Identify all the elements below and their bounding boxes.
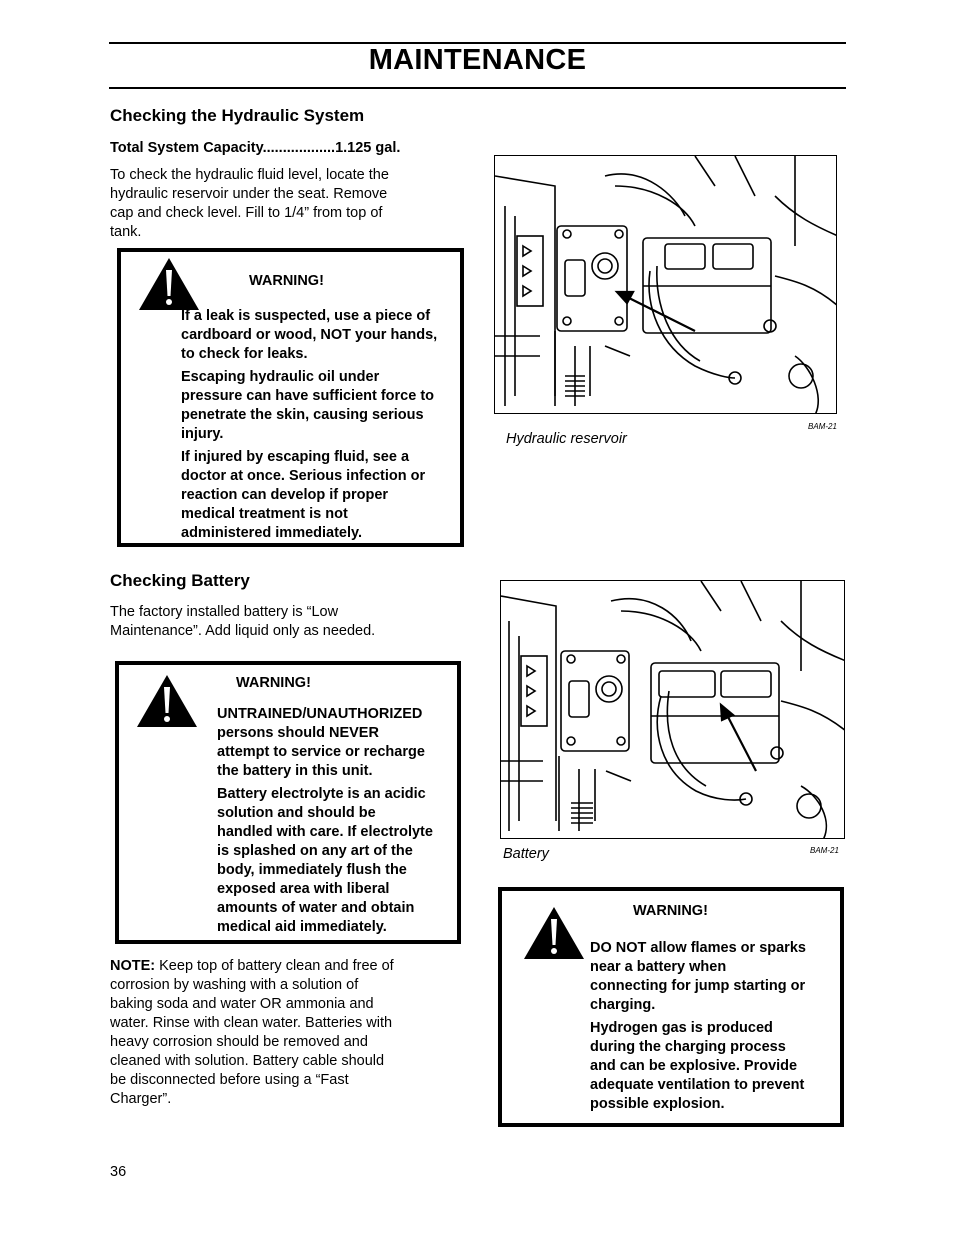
battery-figure-caption: Battery xyxy=(503,846,549,862)
warning-paragraph: If injured by escaping fluid, see a doctor at once. Serious infection or reaction can develop if proper medical treatment is not administered immediately. xyxy=(181,449,426,541)
note-line: water. Rinse with clean water. Batteries with xyxy=(110,1015,393,1031)
hydraulic-figure-code: BAM-21 xyxy=(808,422,837,431)
hydraulic-line: hydraulic reservoir under the seat. Remove xyxy=(110,186,388,202)
hydraulic-reservoir-figure xyxy=(494,155,837,414)
battery-intro xyxy=(110,603,450,641)
warning-triangle-icon xyxy=(139,258,199,310)
warning-title: WARNING! xyxy=(236,675,311,691)
note-line: cleaned with solution. Battery cable should xyxy=(110,1053,385,1069)
hydraulic-warning-box xyxy=(117,248,464,547)
page-number: 36 xyxy=(110,1164,127,1180)
warning-title: WARNING! xyxy=(633,903,708,919)
battery-figure xyxy=(500,580,845,839)
battery-illustration xyxy=(501,581,845,839)
battery-line: The factory installed battery is “Low xyxy=(110,604,339,620)
hydraulic-line: tank. xyxy=(110,224,142,240)
page-title: MAINTENANCE xyxy=(368,44,587,76)
header-rule-bottom xyxy=(109,87,846,89)
warning-text xyxy=(181,307,461,547)
note-line: baking soda and water OR ammonia and xyxy=(110,996,374,1012)
note-label: NOTE: xyxy=(110,958,156,974)
hydraulic-reservoir-illustration xyxy=(495,156,837,414)
warning-text xyxy=(590,939,840,1118)
battery-note xyxy=(110,957,450,1109)
battery-figure-code: BAM-21 xyxy=(810,846,839,855)
warning-paragraph: Hydrogen gas is produced during the charging process and can be explosive. Provide adequate ventilation to prevent possible explosion. xyxy=(590,1020,805,1112)
hydraulic-line: To check the hydraulic fluid level, locate the xyxy=(110,167,389,183)
capacity-line: Total System Capacity..................1.125 gal. xyxy=(110,140,401,156)
warning-triangle-icon xyxy=(524,907,584,959)
battery-heading: Checking Battery xyxy=(110,571,250,590)
note-line: heavy corrosion should be removed and xyxy=(110,1034,368,1050)
warning-title: WARNING! xyxy=(249,273,324,289)
note-first-line: NOTE: Keep top of battery clean and free of xyxy=(110,958,394,974)
warning-paragraph: Battery electrolyte is an acidic solution and should be handled with care. If electrolyte is splashed on any art of the body, immediately flush the exposed area with liberal amounts of water and obtain medical aid immediately. xyxy=(217,786,433,935)
warning-text xyxy=(217,705,457,941)
warning-paragraph: DO NOT allow flames or sparks near a battery when connecting for jump starting or charging. xyxy=(590,940,806,1013)
warning-paragraph: Escaping hydraulic oil under pressure can have sufficient force to penetrate the skin, causing serious injury. xyxy=(181,369,435,442)
battery-charging-warning-box xyxy=(498,887,844,1127)
hydraulic-instructions xyxy=(110,166,450,242)
hydraulic-heading: Checking the Hydraulic System xyxy=(110,106,365,125)
note-line: corrosion by washing with a solution of xyxy=(110,977,359,993)
hydraulic-line: cap and check level. Fill to 1/4” from top of xyxy=(110,205,383,221)
note-line: Charger”. xyxy=(110,1091,172,1107)
warning-paragraph: UNTRAINED/UNAUTHORIZED persons should NEVER attempt to service or recharge the battery in this unit. xyxy=(217,706,425,779)
battery-warning-box xyxy=(115,661,461,944)
note-line: be disconnected before using a “Fast xyxy=(110,1072,349,1088)
warning-paragraph: If a leak is suspected, use a piece of cardboard or wood, NOT your hands, to check for leaks. xyxy=(181,308,438,362)
battery-line: Maintenance”. Add liquid only as needed. xyxy=(110,623,376,639)
warning-triangle-icon xyxy=(137,675,197,727)
hydraulic-figure-caption: Hydraulic reservoir xyxy=(506,431,627,447)
